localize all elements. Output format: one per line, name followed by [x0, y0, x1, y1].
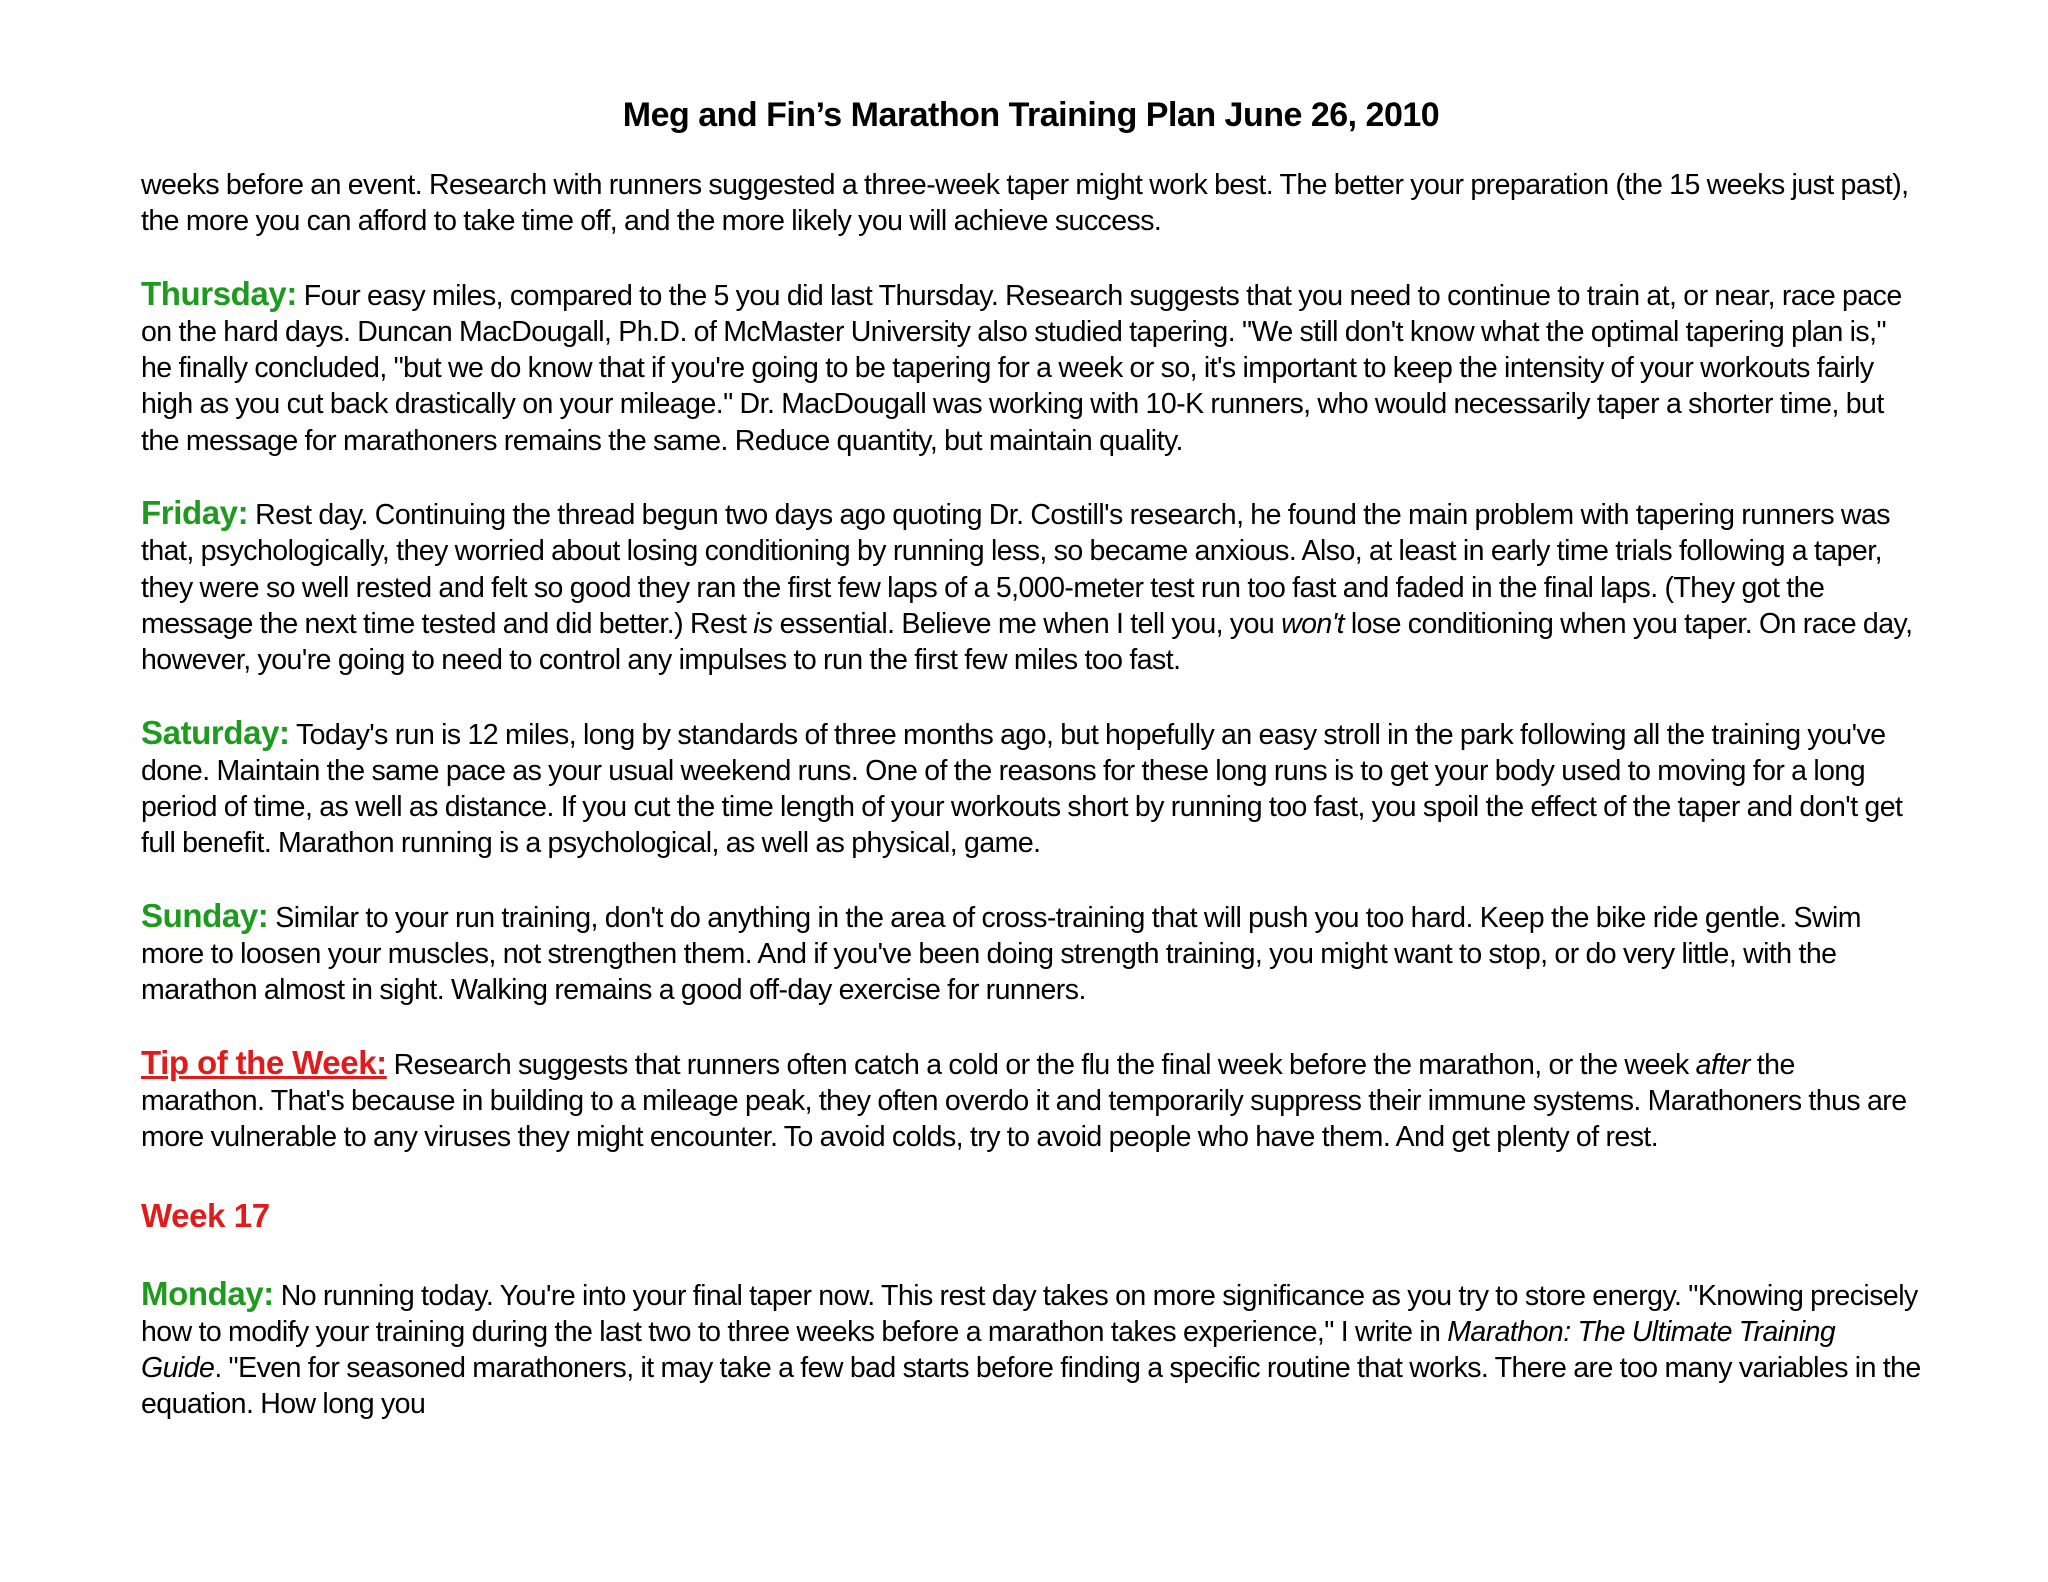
tip-text-2: the marathon. That's because in building to a mileage peak, they often overdo it and temporarily suppress their immune systems. Marathoners thus are more vulnerable to any viruses they might encounter. To avoid colds, try to avoid people who have them. And get plenty of rest.	[141, 1048, 1907, 1154]
thursday-paragraph	[141, 276, 1921, 459]
friday-text-1: Rest day. Continuing the thread begun two days ago quoting Dr. Costill's research, he found the main problem with tapering runners was that, psychologically, they worried about losing conditioning by running less, so became anxious. Also, at least in early time trials following a taper, they were so well rested and felt so good they ran the first few laps of a 5,000-meter test run too fast and faded in the final laps. (They got the message the next time tested and did better.) Rest	[141, 499, 1890, 640]
spacer	[141, 862, 1921, 898]
sunday-label: Sunday:	[141, 896, 269, 934]
tip-of-the-week-label: Tip of the Week:	[141, 1043, 387, 1081]
spacer	[141, 1009, 1921, 1045]
thursday-text: Four easy miles, compared to the 5 you did last Thursday. Research suggests that you need to continue to train at, or near, race pace on the hard days. Duncan MacDougall, Ph.D. of McMaster University also studied tapering. "We still don't know what the optimal tapering plan is," he finally concluded, "but we do know that if you're going to be tapering for a week or so, it's important to keep the intensity of your workouts fairly high as you cut back drastically on your mileage." Dr. MacDougall was working with 10-K runners, who would necessarily taper a shorter time, but the message for marathoners remains the same. Reduce quantity, but maintain quality.	[141, 279, 1902, 457]
sunday-text: Similar to your run training, don't do anything in the area of cross-training that will push you too hard. Keep the bike ride gentle. Swim more to loosen your muscles, not strengthen them. And if you've been doing strength training, you might want to stop, or do very little, with the marathon almost in sight. Walking remains a good off-day exercise for runners.	[141, 901, 1861, 1007]
monday-text-2: . "Even for seasoned marathoners, it may take a few bad starts before finding a specific routine that works. There are too many variables in the equation. How long you	[141, 1352, 1921, 1421]
saturday-text: Today's run is 12 miles, long by standards of three months ago, but hopefully an easy stroll in the park following all the training you've done. Maintain the same pace as your usual weekend runs. One of the reasons for these long runs is to get your body used to moving for a long period of time, as well as distance. If you cut the time length of your workouts short by running too fast, you spoil the effect of the taper and don't get full benefit. Marathon running is a psychological, as well as physical, game.	[141, 718, 1903, 860]
tip-text-1: Research suggests that runners often catch a cold or the flu the final week before the marathon, or the week	[386, 1048, 1696, 1081]
thursday-label: Thursday:	[141, 274, 297, 312]
book-title: Marathon: The Ultimate Training Guide	[141, 1315, 1836, 1385]
friday-emphasis-2: won't	[1281, 607, 1344, 640]
spacer	[141, 679, 1921, 715]
friday-emphasis-1: is	[753, 607, 773, 640]
monday-paragraph	[141, 1276, 1921, 1423]
spacer	[141, 459, 1921, 495]
week-heading: Week 17	[141, 1196, 270, 1234]
friday-paragraph	[141, 495, 1921, 678]
tip-emphasis: after	[1695, 1048, 1750, 1081]
document-page	[141, 88, 1921, 1423]
friday-label: Friday:	[141, 494, 249, 532]
friday-text-3: lose conditioning when you taper. On race day, however, you're going to need to control any impulses to run the first few miles too fast.	[141, 607, 1913, 677]
sunday-paragraph	[141, 898, 1921, 1009]
friday-text-2: essential. Believe me when I tell you, you	[772, 607, 1282, 640]
monday-text-1: No running today. You're into your final taper now. This rest day takes on more significance as you try to store energy. "Knowing precisely how to modify your training during the last two to three weeks before a marathon takes experience," I write in	[141, 1279, 1918, 1348]
saturday-label: Saturday:	[141, 713, 290, 751]
monday-label: Monday:	[141, 1274, 274, 1312]
intro-text: weeks before an event. Research with runners suggested a three-week taper might work best. The better your preparation (the 15 weeks just past), the more you can afford to take time off, and the more likely you will achieve success.	[141, 169, 1909, 238]
spacer	[141, 1240, 1921, 1276]
intro-paragraph	[141, 167, 1921, 240]
saturday-paragraph	[141, 715, 1921, 862]
spacer	[141, 1156, 1921, 1192]
document-title: Meg and Fin’s Marathon Training Plan June 26, 2010	[622, 96, 1440, 134]
tip-paragraph	[141, 1045, 1921, 1156]
spacer	[141, 240, 1921, 276]
